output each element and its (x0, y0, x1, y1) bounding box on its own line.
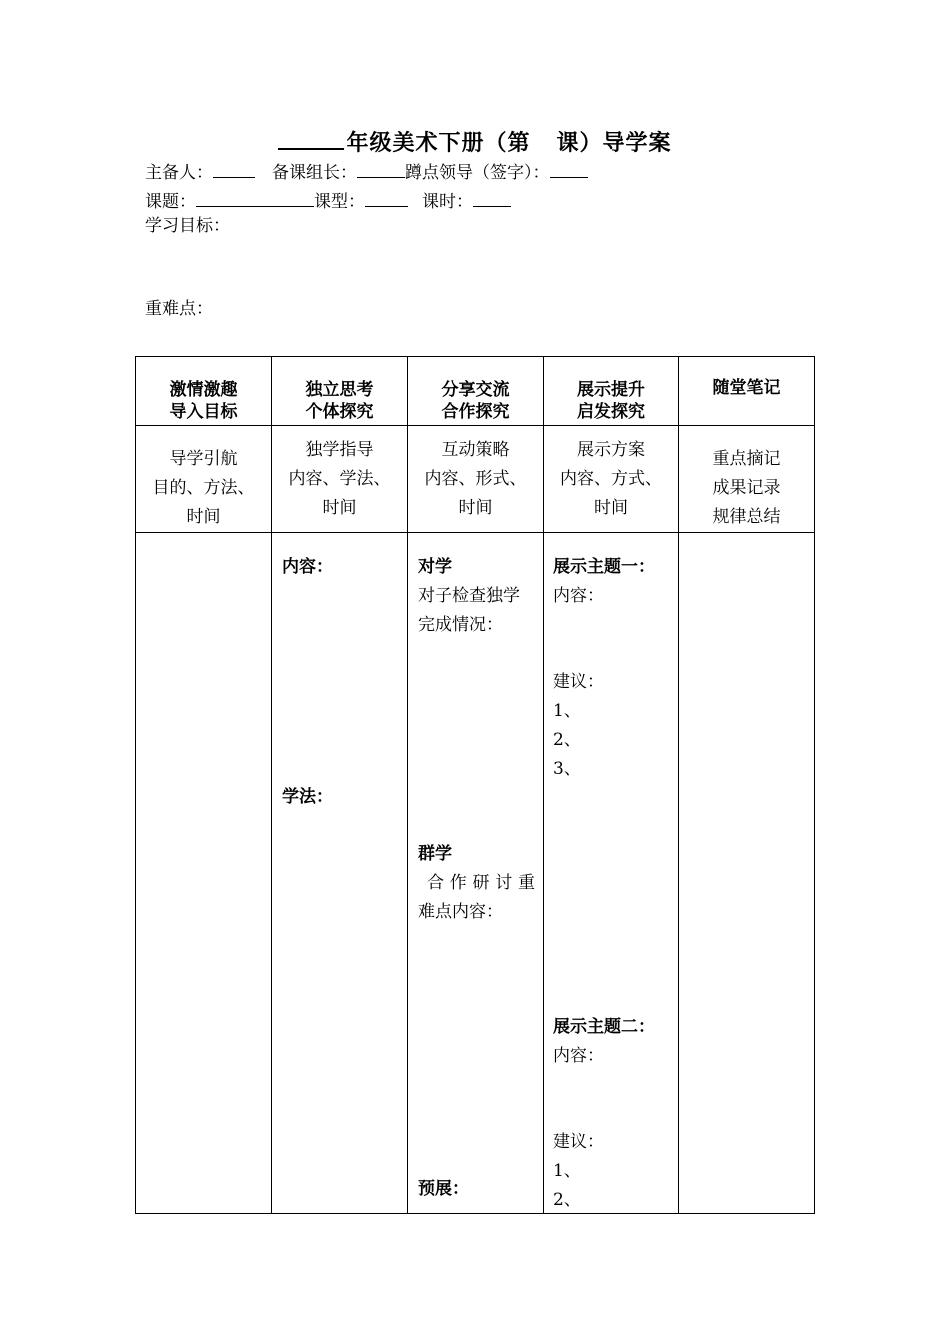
theme-one-title: 展示主题一： (553, 557, 655, 577)
group-study-line: 难点内容： (418, 902, 503, 922)
subheader-cell: 展示方案 内容、方式、 时间 (544, 426, 679, 533)
subheader-cell: 独学指导 内容、学法、 时间 (272, 426, 408, 533)
content-label: 内容： (282, 557, 333, 577)
group-study-line: 合作研讨重 (427, 873, 535, 893)
suggest-item: 2、 (553, 730, 581, 750)
supervisor-blank[interactable] (550, 162, 588, 178)
table-body-row (136, 533, 815, 1214)
preparer-blank[interactable] (213, 162, 255, 178)
header-cell: 展示提升 启发探究 (544, 357, 679, 426)
pair-study-line: 完成情况： (418, 615, 503, 635)
showcase-cell[interactable] (544, 533, 679, 1214)
type-blank[interactable] (365, 191, 408, 207)
type-label: 课型： (314, 192, 365, 212)
guide-cell[interactable] (136, 533, 272, 1214)
subheader-cell: 导学引航 目的、方法、 时间 (136, 426, 272, 533)
table-header-row (136, 357, 815, 426)
subheader-cell: 互动策略 内容、形式、 时间 (408, 426, 544, 533)
pair-study-title: 对学 (418, 557, 452, 577)
cooperation-cell[interactable] (408, 533, 544, 1214)
preparer-label: 主备人： (145, 163, 213, 183)
suggest-item: 1、 (553, 701, 581, 721)
table-subheader-row (136, 426, 815, 533)
grade-blank[interactable] (278, 128, 344, 150)
period-label: 课时： (422, 192, 473, 212)
group-leader-label: 备课组长： (272, 163, 357, 183)
header-cell: 分享交流 合作探究 (408, 357, 544, 426)
supervisor-label: 蹲点领导（签字）： (405, 163, 550, 183)
theme-two-suggest: 建议： (553, 1132, 604, 1152)
lesson-plan-table (135, 356, 815, 1214)
notes-cell[interactable] (679, 533, 815, 1214)
preparer-row (145, 158, 588, 183)
theme-two-content: 内容： (553, 1046, 604, 1066)
topic-blank[interactable] (196, 191, 314, 207)
subheader-cell: 重点摘记 成果记录 规律总结 (679, 426, 815, 533)
theme-one-content: 内容： (553, 586, 604, 606)
group-study-title: 群学 (418, 844, 452, 864)
suggest-item: 2、 (553, 1190, 581, 1210)
theme-one-suggest: 建议： (553, 672, 604, 692)
self-study-cell[interactable] (272, 533, 408, 1214)
theme-two-title: 展示主题二： (553, 1017, 655, 1037)
objectives-label: 学习目标： (145, 216, 230, 236)
header-cell: 独立思考 个体探究 (272, 357, 408, 426)
method-label: 学法： (282, 787, 333, 807)
header-cell: 激情激趣 导入目标 (136, 357, 272, 426)
header-cell: 随堂笔记 (679, 357, 815, 426)
topic-label: 课题： (145, 192, 196, 212)
period-blank[interactable] (473, 191, 511, 207)
suggest-item: 1、 (553, 1161, 581, 1181)
topic-row (145, 187, 511, 212)
preview-label: 预展： (418, 1179, 469, 1199)
pair-study-line: 对子检查独学 (418, 586, 520, 606)
group-leader-blank[interactable] (357, 162, 405, 178)
key-points-label: 重难点： (145, 299, 213, 319)
page-title: 年级美术下册（第 课）导学案 (0, 126, 950, 157)
suggest-item: 3、 (553, 759, 581, 779)
